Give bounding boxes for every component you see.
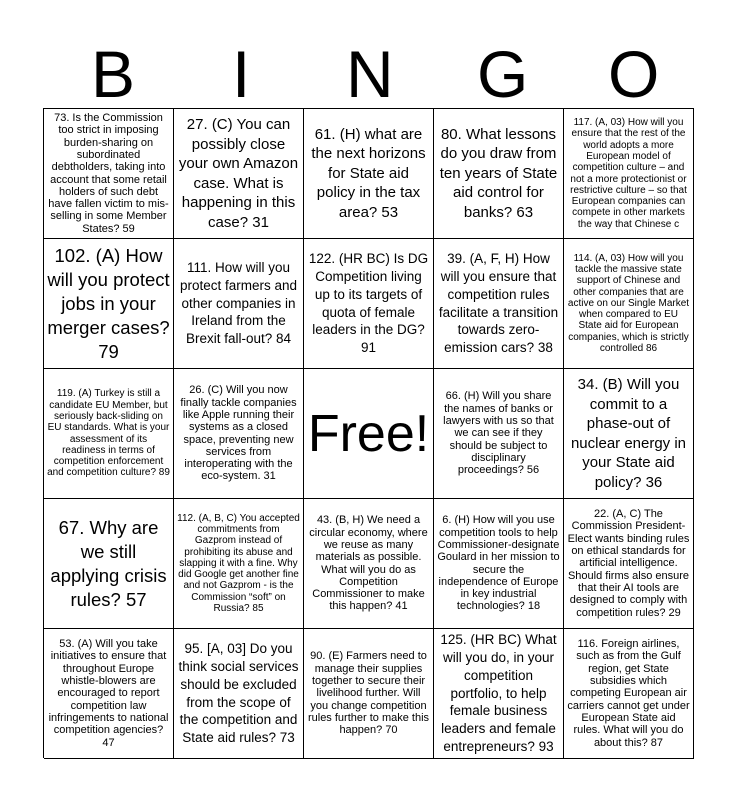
header-letter-o: O [608,37,660,111]
cell-text: 61. (H) what are the next horizons for State aid policy in the tax area? 53 [311,125,426,221]
cell-text: 22. (A, C) The Commission President-Elect wants binding rules on ethical standards for artificial intelligence. Should firms also ensure that their AI tools are designed to comply with competition rules? 29 [567,508,690,619]
bingo-cell[interactable] [174,239,304,369]
bingo-cell[interactable] [564,499,694,629]
cell-text: 116. Foreign airlines, such as from the Gulf region, get State subsidies which competing European air carriers cannot get under European State aid rules. What will you do about this? 87 [567,638,690,749]
bingo-card [43,108,694,758]
cell-text: 112. (A, B, C) You accepted commitments from Gazprom instead of prohibiting its abuse and slapping it with a fine. Why did Google get another fine and not Gazprom - is the Commission “soft” on Russia? 85 [177,512,300,615]
cell-text: 90. (E) Farmers need to manage their supplies together to secure their livelihood further. Will you change competition rules further to make this happen? 70 [307,650,430,737]
cell-text: 117. (A, 03) How will you ensure that the rest of the world adopts a more European model of competition culture – and not a more protectionist or restrictive culture – so that European companies can compete in other markets the way that Chinese c [570,117,687,230]
bingo-cell[interactable] [174,109,304,239]
header-letter-i: I [232,37,251,111]
bingo-cell[interactable] [304,109,434,239]
header-letter-b: B [91,37,136,111]
header-letter-n: N [346,37,394,111]
cell-text: 95. [A, 03] Do you think social services should be excluded from the scope of the competition and State aid rules? 73 [178,641,299,746]
cell-text: 27. (C) You can possibly close your own Amazon case. What is happening in this case? 31 [178,116,299,231]
cell-text: 73. Is the Commission too strict in imposing burden-sharing on subordinated debtholders, taking into account that some retail holders of such debt have fallen victim to mis-selling in some Member States? 59 [48,112,169,235]
bingo-cell[interactable] [564,629,694,759]
cell-text: 122. (HR BC) Is DG Competition living up to its targets of quota of female leaders in the DG? 91 [308,251,429,356]
cell-text: 66. (H) Will you share the names of banks or lawyers with us so that we can see if they should be subject to disciplinary proceedings? 56 [443,390,554,477]
bingo-header [44,37,694,111]
cell-text: 43. (B, H) We need a circular economy, where we reuse as many materials as possible. What will you do as Competition Commissioner to make this happen? 41 [309,514,428,613]
header-letter-g: G [477,37,529,111]
cell-text: 80. What lessons do you draw from ten years of State aid control for banks? 63 [439,125,558,221]
cell-text: 53. (A) Will you take initiatives to ensure that throughout Europe whistle-blowers are encouraged to report competition law infringements to national competition agencies? 47 [48,638,169,749]
bingo-cell[interactable] [44,629,174,759]
cell-text: 102. (A) How will you protect jobs in your merger cases? 79 [47,244,170,362]
cell-text: 114. (A, 03) How will you tackle the massive state support of Chinese and other companies that are active on our Single Market when compared to EU State aid for European companies, which is strictly controlled 86 [567,252,690,355]
bingo-cell[interactable] [44,499,174,629]
bingo-cell[interactable] [174,499,304,629]
bingo-cell[interactable] [564,369,694,499]
cell-text: 6. (H) How will you use competition tools to help Commissioner-designate Goulard in her mission to secure the independence of Europe in key industrial technologies? 18 [437,514,560,613]
cell-text: 119. (A) Turkey is still a candidate EU Member, but seriously back-sliding on EU standards. What is your assessment of its readiness in terms of competition enforcement and competition culture? 89 [47,388,170,479]
bingo-cell[interactable] [564,239,694,369]
free-text: Free! [307,404,430,463]
bingo-cell[interactable] [174,629,304,759]
free-space[interactable] [304,369,434,499]
bingo-cell[interactable] [44,109,174,239]
bingo-cell[interactable] [434,369,564,499]
cell-text: 125. (HR BC) What will you do, in your competition portfolio, to help female business leaders and female entrepreneurs? 93 [440,632,557,754]
cell-text: 34. (B) Will you commit to a phase-out of nuclear energy in your State aid policy? 36 [570,376,687,491]
bingo-cell[interactable] [174,369,304,499]
bingo-cell[interactable] [44,369,174,499]
bingo-cell[interactable] [434,629,564,759]
bingo-cell[interactable] [564,109,694,239]
bingo-cell[interactable] [434,109,564,239]
cell-text: 26. (C) Will you now finally tackle companies like Apple running their systems as a closed space, preventing new services from interoperating with the eco-system. 31 [180,384,297,483]
bingo-cell[interactable] [304,239,434,369]
cell-text: 39. (A, F, H) How will you ensure that competition rules facilitate a transition towards zero-emission cars? 38 [438,251,559,356]
bingo-cell[interactable] [304,629,434,759]
bingo-cell[interactable] [44,239,174,369]
bingo-cell[interactable] [434,239,564,369]
cell-text: 111. How will you protect farmers and other companies in Ireland from the Brexit fall-out? 84 [179,260,298,347]
bingo-cell[interactable] [304,499,434,629]
bingo-cell[interactable] [434,499,564,629]
cell-text: 67. Why are we still applying crisis rules? 57 [50,516,167,610]
